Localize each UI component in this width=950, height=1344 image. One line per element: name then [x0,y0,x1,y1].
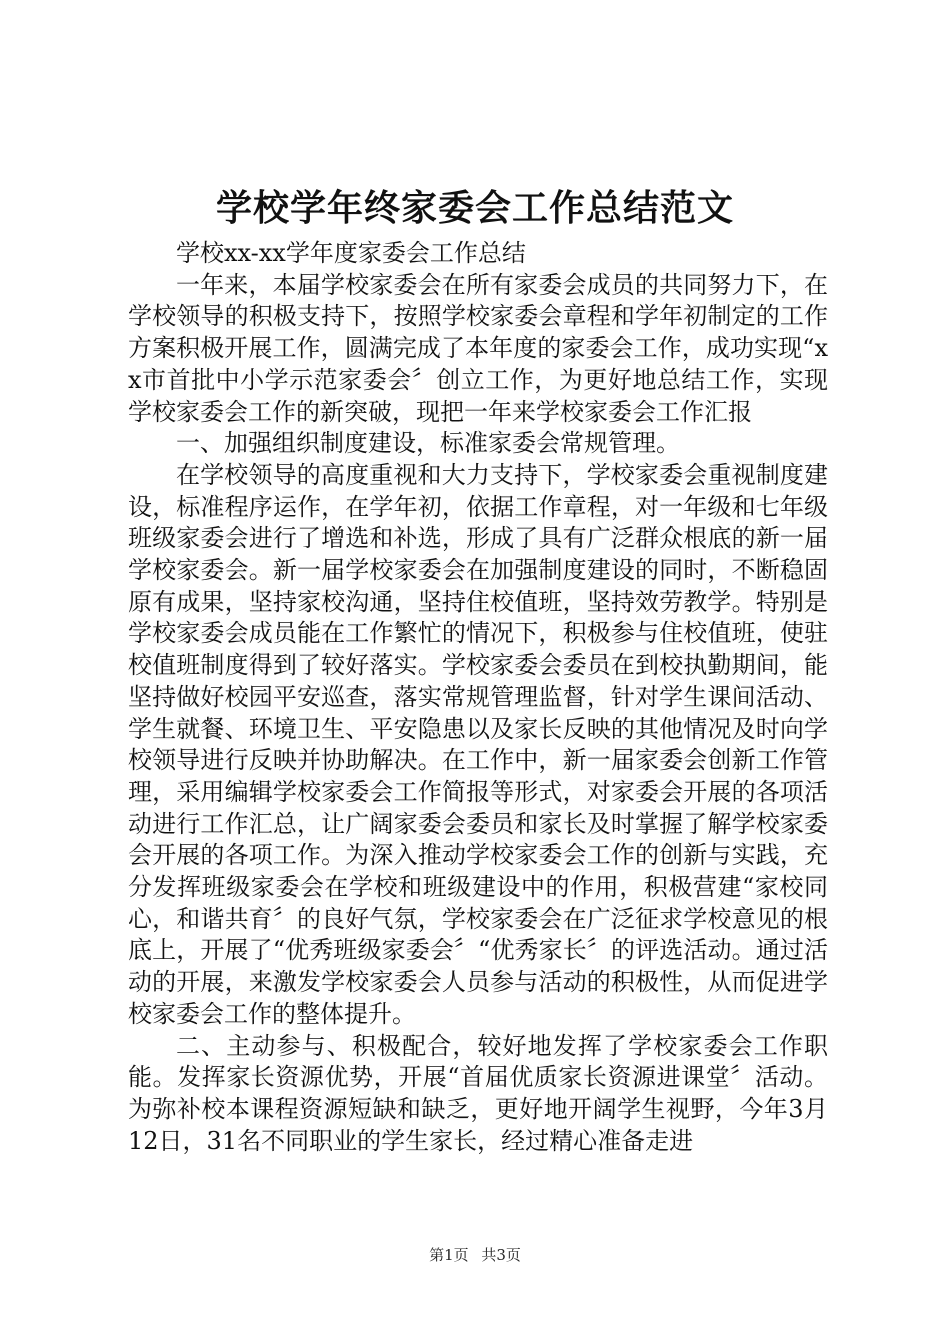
page-total: 共3页 [481,1246,521,1264]
page-footer [0,1245,950,1265]
paragraph-subtitle: 学校xx-xx学年度家委会工作总结 [176,239,526,267]
page-number: 第1页 [429,1246,469,1264]
paragraph-section-2: 二、主动参与、积极配合，较好地发挥了学校家委会工作职能。发挥家长资源优势，开展“首届优质家长资源进课堂〞活动。为弥补校本课程资源短缺和缺乏，更好地开阔学生视野，今年3月12日，31名不同职业的学生家长，经过精心准备走进 [128,1031,828,1155]
section-heading-1: 一、加强组织制度建设，标准家委会常规管理。 [176,429,680,458]
document-body [128,238,828,1157]
paragraph-section-1: 在学校领导的高度重视和大力支持下，学校家委会重视制度建设，标准程序运作，在学年初，依据工作章程，对一年级和七年级班级家委会进行了增选和补选，形成了具有广泛群众根底的新一届学校家委会。新一届学校家委会在加强制度建设的同时，不断稳固原有成果，坚持家校沟通，坚持住校值班，坚持效劳教学。特别是学校家委会成员能在工作繁忙的情况下，积极参与住校值班，使驻校值班制度得到了较好落实。学校家委会委员在到校执勤期间，能坚持做好校园平安巡查，落实常规管理监督，针对学生课间活动、学生就餐、环境卫生、平安隐患以及家长反映的其他情况及时向学校领导进行反映并协助解决。在工作中，新一届家委会创新工作管理，采用编辑学校家委会工作简报等形式，对家委会开展的各项活动进行工作汇总，让广阔家委会委员和家长及时掌握了解学校家委会开展的各项工作。为深入推动学校家委会工作的创新与实践，充分发挥班级家委会在学校和班级建设中的作用，积极营建“家校同心，和谐共育〞的良好气氛，学校家委会在广泛征求学校意见的根底上，开展了“优秀班级家委会〞“优秀家长〞的评选活动。通过活动的开展，来激发学校家委会人员参与活动的积极性，从而促进学校家委会工作的整体提升。 [128,460,828,1028]
document-title: 学校学年终家委会工作总结范文 [215,187,734,229]
paragraph-intro: 一年来，本届学校家委会在所有家委会成员的共同努力下，在学校领导的积极支持下，按照学校家委会章程和学年初制定的工作方案积极开展工作，圆满完成了本年度的家委会工作，成功实现“xx市首批中小学示范家委会〞创立工作，为更好地总结工作，实现学校家委会工作的新突破，现把一年来学校家委会工作汇报 [128,270,828,426]
